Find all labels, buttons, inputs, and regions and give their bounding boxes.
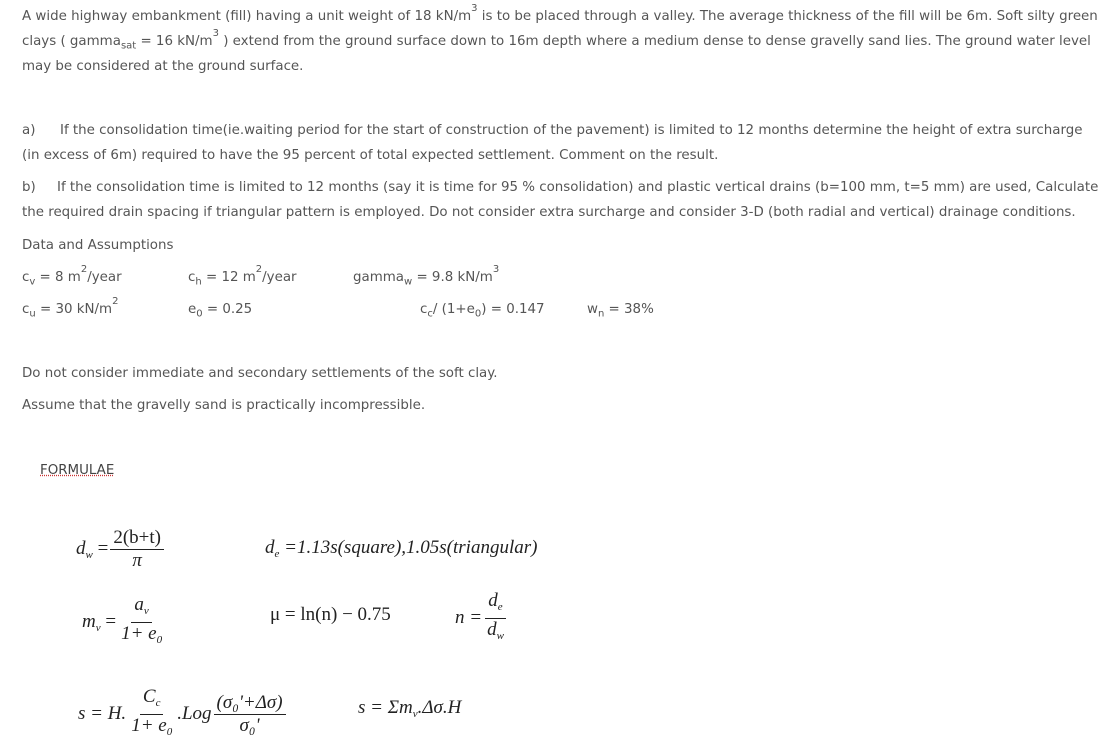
data-heading: Data and Assumptions xyxy=(22,238,174,253)
formula-settlement-cc: s = H. $\frac{C_c}{1+ e_0}$ .Log $\frac{\text{(σ₀'+Δσ)}}{\text{σ₀'}}$ xyxy=(78,686,288,743)
part-b-line-2: the required drain spacing if triangular pattern is employed. Do not consider extra surcharge and consider 3-D (both radial and vertical) drainage conditions. xyxy=(22,205,1076,220)
part-b-line-1: b) If the consolidation time is limited to 12 months (say it is time for 95 % consolidation) and plastic vertical drains (b=100 mm, t=5 mm) are used, Calculate xyxy=(22,180,1099,195)
formula-mu: μ = ln(n) − 0.75 xyxy=(270,604,391,625)
formulae-heading: FORMULAE xyxy=(40,463,115,478)
data-gamma-w: gamma$_w$ = 9.8 $kN/m^3$ xyxy=(353,263,500,288)
formula-n: n = $\frac{d_e}{d_w}$ xyxy=(455,590,504,642)
intro-line-1: A wide highway embankment (fill) having a unit weight of 18 $kN/m^3$ is to be placed through a valley. The average thickness of the fill will be 6m. Soft silty green xyxy=(22,2,1098,24)
part-a-line-1: a) If the consolidation time(ie.waiting period for the start of construction of the pavement) is limited to 12 months determine the height of extra surcharge xyxy=(22,123,1083,138)
data-cu: $c_u = 30$ $kN/m^2$ xyxy=(22,295,119,320)
data-wn: $w_n = 38\%$ xyxy=(587,302,654,320)
intro-line-3: may be considered at the ground surface. xyxy=(22,59,304,74)
formula-mv: $m_v$ = $\frac{a_v}{1+ e_0}$ xyxy=(82,594,163,646)
data-cv: $c_v = 8$ $m^2$/year xyxy=(22,263,122,288)
note-2: Assume that the gravelly sand is practically incompressible. xyxy=(22,398,426,413)
note-1: Do not consider immediate and secondary settlements of the soft clay. xyxy=(22,366,498,381)
formula-dw: $d_w$ = $\frac{2(b+t)}{\pi}$ xyxy=(76,527,166,572)
formula-de: $d_e$ =1.13s(square),1.05s(triangular) xyxy=(265,537,538,560)
data-cc-ratio: $c_c/$ $(1+e_0) = 0.147$ xyxy=(420,302,545,320)
data-ch: $c_h = 12$ $m^2$/year xyxy=(188,263,297,288)
intro-line-2: clays ( gamma$_{sat}$ = 16 $kN/m^3$ ) extend from the ground surface down to 16m depth where a medium dense to dense gravelly sand lies. The ground water level xyxy=(22,27,1091,52)
data-e0: $e_0 = 0.25$ xyxy=(188,302,253,320)
part-a-line-2: (in excess of 6m) required to have the 95 percent of total expected settlement. Comment on the result. xyxy=(22,148,719,163)
formula-settlement-mv: $s = \Sigma m_v.\Delta\sigma.H$ xyxy=(358,697,462,720)
